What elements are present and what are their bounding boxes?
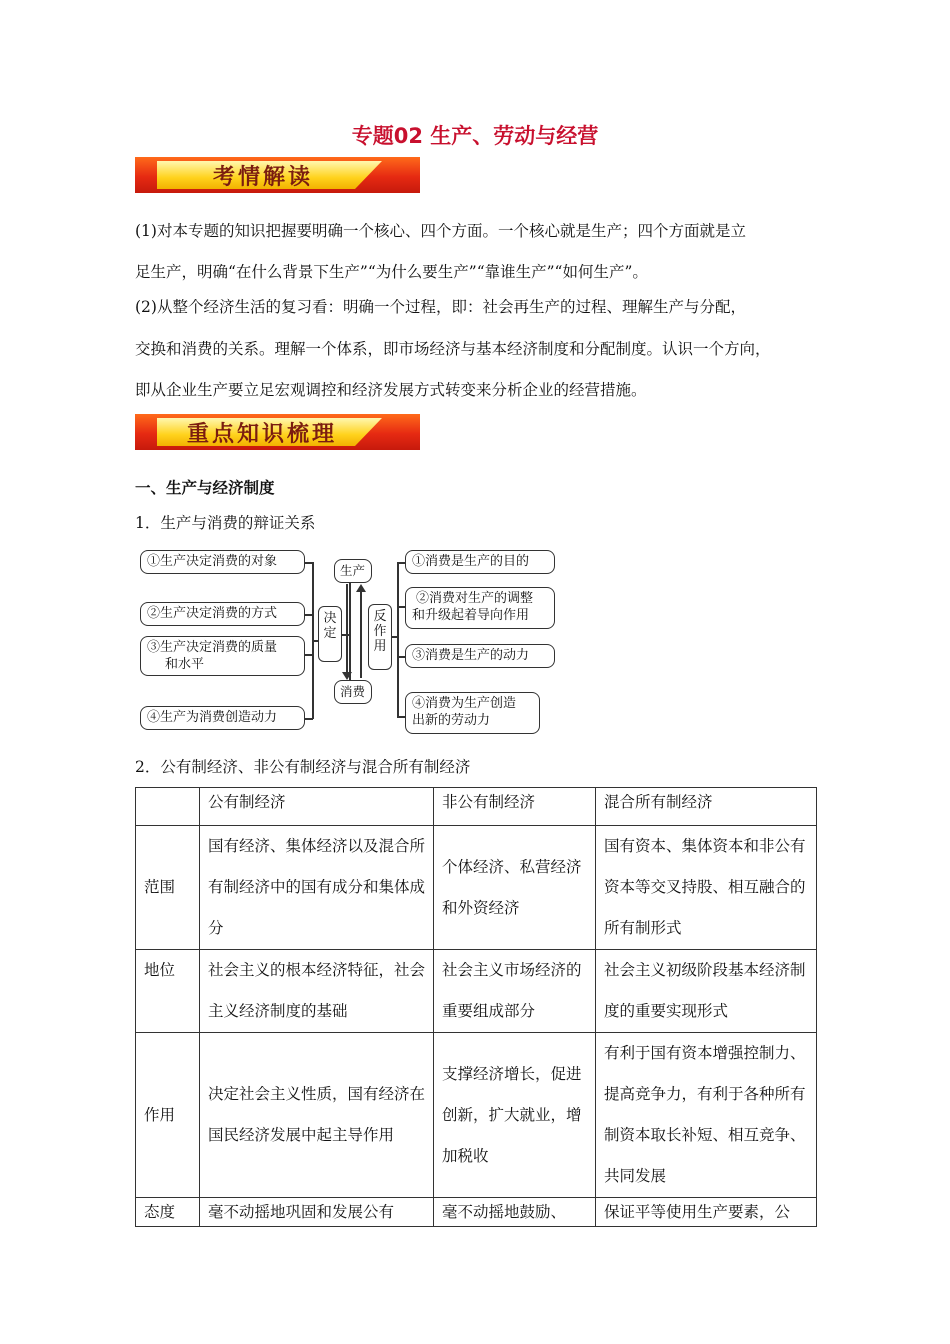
diagram-left-2: ②生产决定消费的方式 <box>140 602 305 626</box>
table-cell: 国有资本、集体资本和非公有资本等交叉持股、相互融合的所有制形式 <box>596 826 817 950</box>
table-cell: 个体经济、私营经济和外资经济 <box>434 826 596 950</box>
page-title: 专题02 生产、劳动与经营 <box>351 124 599 148</box>
diagram-decide-box <box>318 606 342 662</box>
diagram-right-2-line2: 和升级起着导向作用 <box>412 608 530 623</box>
diagram-left-1: ①生产决定消费的对象 <box>140 550 305 574</box>
intro-p1-line2: 足生产，明确“在什么背景下生产”“为什么要生产”“靠谁生产”“如何生产”。 <box>135 263 648 281</box>
table-row <box>136 1198 817 1227</box>
diagram-right-2 <box>405 587 555 629</box>
diagram-right-4-line1: ④消费为生产创造 <box>412 696 517 711</box>
table-cell: 支撑经济增长，促进创新，扩大就业，增加税收 <box>434 1033 596 1198</box>
intro-p1-line1: (1)对本专题的知识把握要明确一个核心、四个方面。一个核心就是生产；四个方面就是立 <box>135 222 746 240</box>
intro-p2-line2: 交换和消费的关系。理解一个体系，即市场经济与基本经济制度和分配制度。认识一个方向， <box>135 340 771 358</box>
diagram-left-3-line1: ③生产决定消费的质量 <box>147 640 278 655</box>
table-row <box>136 1033 817 1198</box>
diagram-left-3-line2: 和水平 <box>165 657 205 672</box>
banner-label: 重点知识梳理 <box>187 422 338 447</box>
table-header-cell: 非公有制经济 <box>434 788 596 826</box>
intro-p2-line3: 即从企业生产要立足宏观调控和经济发展方式转变来分析企业的经营措施。 <box>135 381 647 399</box>
subheading-dialectic: 1．生产与消费的辩证关系 <box>135 514 316 532</box>
banner-label: 考情解读 <box>213 165 314 190</box>
table-cell: 社会主义市场经济的重要组成部分 <box>434 950 596 1033</box>
diagram-react-label: 反作用 <box>373 609 387 654</box>
table-cell: 国有经济、集体经济以及混合所有制经济中的国有成分和集体成分 <box>200 826 434 950</box>
table-cell: 决定社会主义性质，国有经济在国民经济发展中起主导作用 <box>200 1033 434 1198</box>
diagram-right-4 <box>405 692 540 734</box>
diagram-left-4: ④生产为消费创造动力 <box>140 706 305 730</box>
production-consumption-diagram <box>138 544 558 734</box>
table-header-cell: 混合所有制经济 <box>596 788 817 826</box>
diagram-left-3 <box>140 636 305 676</box>
table-header-row <box>136 788 817 826</box>
table-header-cell: 公有制经济 <box>200 788 434 826</box>
ownership-comparison-table <box>135 787 817 1227</box>
table-row-label: 范围 <box>136 826 200 950</box>
table-cell: 社会主义的根本经济特征，社会主义经济制度的基础 <box>200 950 434 1033</box>
table-cell: 社会主义初级阶段基本经济制度的重要实现形式 <box>596 950 817 1033</box>
section-banner-key-knowledge <box>135 414 420 450</box>
table-row-label: 作用 <box>136 1033 200 1198</box>
table-row-label: 态度 <box>136 1198 200 1227</box>
section-heading: 一、生产与经济制度 <box>135 479 275 497</box>
diagram-consumption-box: 消费 <box>334 680 372 704</box>
diagram-production-box: 生产 <box>334 559 372 583</box>
table-header-cell <box>136 788 200 826</box>
diagram-right-2-line1: ②消费对生产的调整 <box>416 591 534 606</box>
diagram-right-1: ①消费是生产的目的 <box>405 550 555 574</box>
table-row-label: 地位 <box>136 950 200 1033</box>
diagram-react-box <box>368 604 392 670</box>
intro-p2-line1: (2)从整个经济生活的复习看：明确一个过程，即：社会再生产的过程、理解生产与分配， <box>135 298 746 316</box>
subheading-ownership: 2．公有制经济、非公有制经济与混合所有制经济 <box>135 758 471 776</box>
section-banner-exam-analysis <box>135 157 420 193</box>
table-row <box>136 950 817 1033</box>
diagram-right-4-line2: 出新的劳动力 <box>412 713 491 728</box>
diagram-decide-label: 决定 <box>323 611 337 641</box>
table-row <box>136 826 817 950</box>
table-cell: 保证平等使用生产要素，公 <box>596 1198 817 1227</box>
table-cell: 毫不动摇地巩固和发展公有 <box>200 1198 434 1227</box>
table-cell: 毫不动摇地鼓励、 <box>434 1198 596 1227</box>
table-cell: 有利于国有资本增强控制力、提高竞争力，有利于各种所有制资本取长补短、相互竞争、共同发展 <box>596 1033 817 1198</box>
diagram-right-3: ③消费是生产的动力 <box>405 644 555 668</box>
